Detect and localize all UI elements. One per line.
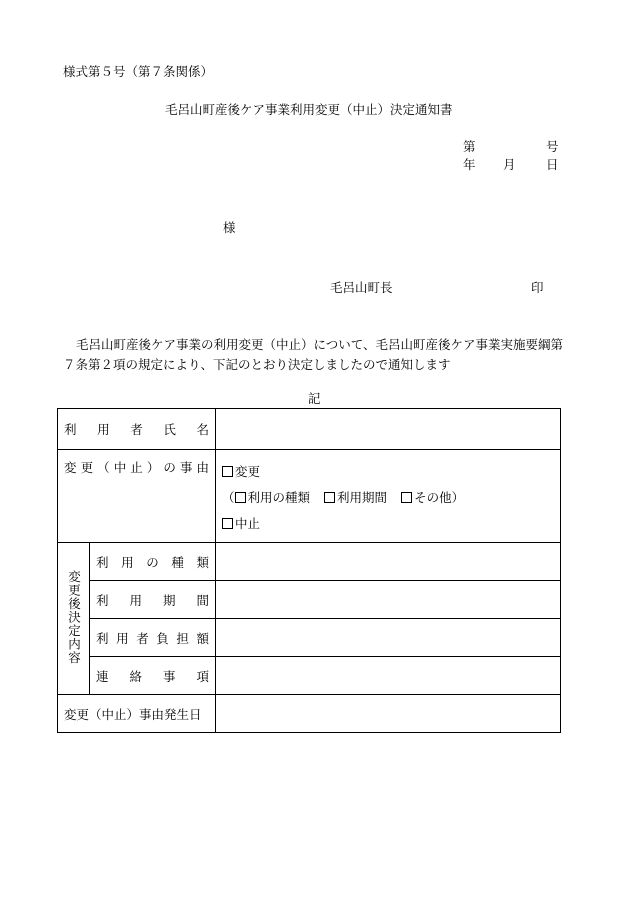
option-usage-type: 利用の種類 — [247, 490, 311, 505]
table-row — [58, 695, 561, 733]
paren-close: ） — [451, 490, 465, 505]
table-row — [58, 657, 561, 695]
after-change-notes-value — [216, 657, 561, 695]
checkbox-usage-type[interactable] — [235, 492, 246, 503]
table-row — [58, 450, 561, 543]
checkbox-usage-period[interactable] — [324, 492, 335, 503]
form-code: 様式第５号（第７条関係） — [63, 64, 214, 79]
decision-table — [57, 408, 561, 733]
reason-label: 変更（中止）の事由 — [58, 450, 216, 543]
reason-value — [216, 450, 561, 543]
option-usage-period: 利用期間 — [337, 490, 388, 505]
checkbox-stop[interactable] — [222, 518, 233, 529]
date-year: 年 — [463, 157, 476, 172]
after-change-burden-value — [216, 619, 561, 657]
checkbox-change[interactable] — [222, 466, 233, 477]
after-change-usage-type-value — [216, 543, 561, 581]
reason-change-label: 変更 — [235, 464, 261, 479]
number-dai: 第 — [463, 139, 476, 154]
paren-open: （ — [222, 490, 235, 505]
user-name-value — [216, 409, 561, 450]
addressee-suffix: 様 — [223, 220, 236, 235]
reason-stop-label: 中止 — [235, 516, 261, 531]
user-name-label: 利用者氏名 — [58, 409, 216, 450]
after-change-usage-type-label: 利用の種類 — [90, 543, 216, 581]
after-change-label: 変更後決定内容 — [58, 543, 90, 695]
occurrence-date-label: 変更（中止）事由発生日 — [58, 695, 216, 733]
table-row — [58, 409, 561, 450]
ki-heading: 記 — [308, 391, 321, 406]
table-row — [58, 543, 561, 581]
body-text: 毛呂山町産後ケア事業の利用変更（中止）について、毛呂山町産後ケア事業実施要綱第７条第２項の規定により、下記のとおり決定しましたので通知します — [63, 337, 564, 372]
reason-stop-line — [222, 511, 554, 537]
after-change-notes-label: 連絡事項 — [90, 657, 216, 695]
table-row — [58, 619, 561, 657]
after-change-burden-label: 利用者負担額 — [90, 619, 216, 657]
reason-change-line — [222, 459, 554, 485]
after-change-usage-period-value — [216, 581, 561, 619]
reason-options-line — [222, 485, 554, 511]
date-day: 日 — [546, 157, 559, 172]
checkbox-other[interactable] — [401, 492, 412, 503]
document-title: 毛呂山町産後ケア事業利用変更（中止）決定通知書 — [165, 102, 453, 117]
table-row — [58, 581, 561, 619]
option-other: その他 — [414, 490, 452, 505]
date-month: 月 — [503, 157, 516, 172]
after-change-usage-period-label: 利用期間 — [90, 581, 216, 619]
number-go: 号 — [546, 139, 559, 154]
seal-mark: 印 — [531, 280, 544, 295]
issuer-title: 毛呂山町長 — [330, 280, 393, 295]
occurrence-date-value — [216, 695, 561, 733]
